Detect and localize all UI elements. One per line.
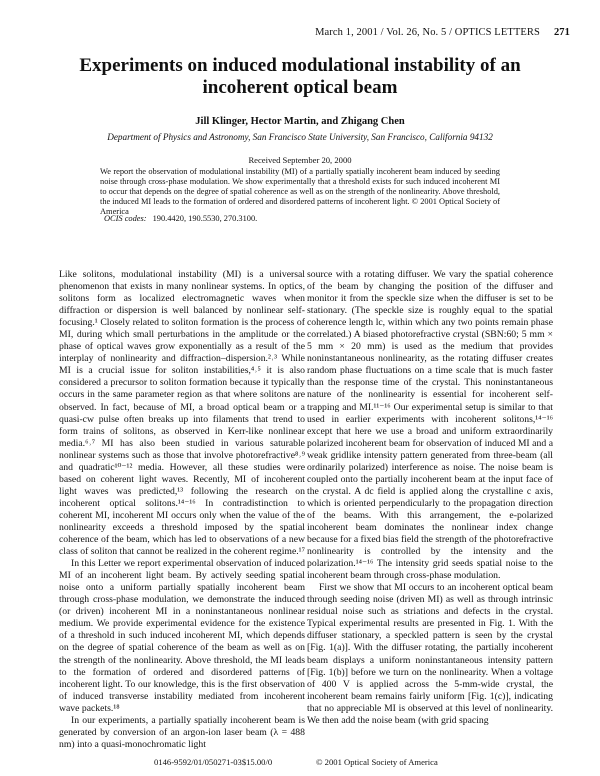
author-list: Jill Klinger, Hector Martin, and Zhigang Chen [195, 116, 405, 127]
copyright-code: 0146-9592/01/050271-03$15.00/0 [154, 757, 273, 767]
ocis-label: OCIS codes: [104, 214, 147, 223]
ocis-codes [104, 214, 257, 223]
affiliation: Department of Physics and Astronomy, San Francisco State University, San Francisco, California 94132 [107, 132, 493, 142]
article-title: Experiments on induced modulational instability of an incoherent optical beam [79, 55, 521, 98]
left-column [59, 269, 305, 751]
paragraph: Like solitons, modulational instability (MI) is a universal phenomenon that exists in many nonlinear systems. In optics, solitons form as localized electromagnetic waves when diffraction or dispersion is well balanced by nonlinear self-focusing.¹ Closely related to soliton formation is the process of MI, during which small perturbations in the amplitude or the phase of optical waves grow exponentially as a result of the interplay of nonlinearity and diffraction–dispersion.²˒³ While MI is a crucial issue for soliton instabilities,⁴˒⁵ it is also considered a precursor to soliton formation because it typically occurs in the same parameter region as that where solitons are observed. In fact, because of MI, a broad optical beam or a quasi-cw pulse often breaks up into filaments that trend to form trains of solitons, as observed in Kerr-like nonlinear media.⁶˒⁷ MI has also been studied in various saturable nonlinear systems such as those that involve photorefractive⁸˒⁹ and quadratic¹⁰⁻¹² media. However, all these studies were based on coherent light waves. Recently, MI of incoherent light waves was predicted,¹³ following the research on incoherent optical solitons.¹⁴⁻¹⁶ In contradistinction to coherent MI, incoherent MI occurs only when the value of the nonlinearity exceeds a threshold imposed by the spatial coherence of the beam, which has led to observations of a new class of soliton that cannot be realized in the coherent regime.¹⁷ [59, 269, 305, 558]
ocis-code-values: 190.4420, 190.5530, 270.3100. [152, 214, 258, 223]
running-head [315, 27, 570, 38]
paragraph: In this Letter we report experimental observation of induced MI of an incoherent light beam. By actively seeding spatial noise onto a uniform partially spatially incoherent beam through cross-phase modulation, we demonstrate the induced (or driven) incoherent MI in a noninstantaneous nonlinear medium. We provide experimental evidence for the existence of a threshold in such induced incoherent MI, which depends on the degree of spatial coherence of the beam as well as on the strength of the nonlinearity. Above threshold, the MI leads to the formation of ordered and disordered patterns of incoherent light. To our knowledge, this is the first observation of induced transverse instability mediated from incoherent wave packets.¹⁸ [59, 558, 305, 714]
paragraph: First we show that MI occurs to an incoherent optical beam through seeding noise (driven MI) as well as through intrinsic residual noise such as striations and defects in the crystal. Typical experimental results are presented in Fig. 1. With the diffuser stationary, a speckled pattern is seen by the crystal [Fig. 1(a)]. With the diffuser rotating, the partially incoherent beam displays a uniform noninstantaneous intensity pattern [Fig. 1(b)] before we turn on the nonlinearity. When a voltage of 400 V is applied across the 5-mm-wide crystal, the incoherent beam remains fairly uniform [Fig. 1(c)], indicating that no appreciable MI is observed at this level of nonlinearity. We then add the noise beam (with grid spacing [307, 582, 553, 726]
copyright-notice: © 2001 Optical Society of America [316, 757, 438, 767]
page-number: 271 [553, 27, 570, 38]
abstract: We report the observation of modulational instability (MI) of a partially spatially incoherent beam induced by seeding noise through cross-phase modulation. We show experimentally that a threshold exists for such induced incoherent MI to occur that depends on the degree of spatial coherence as well as on the strength of the nonlinearity. Above threshold, the induced MI leads to the formation of ordered and disordered patterns of incoherent light. © 2001 Optical Society of America [100, 167, 500, 216]
paragraph: In our experiments, a partially spatially incoherent beam is generated by conversion of an argon-ion laser beam (λ = 488 nm) into a quasi-monochromatic light [59, 714, 305, 750]
journal-citation: March 1, 2001 / Vol. 26, No. 5 / OPTICS LETTERS [315, 27, 540, 38]
received-date: Received September 20, 2000 [248, 155, 352, 165]
paragraph: source with a rotating diffuser. We vary the spatial coherence of the beam by changing the position of the diffuser and monitor it from the speckle size when the diffuser is set to be stationary. (The speckle size is roughly equal to the spatial coherence length lc, within which any two points remain phase correlated.) A biased photorefractive crystal (SBN:60; 5 mm × 5 mm × 20 mm) is used as the medium that provides noninstantaneous nonlinearity, as the rotating diffuser creates random phase fluctuations on a time scale that is much faster than the response time of the crystal. This noninstantaneous nature of the nonlinearity is essential for incoherent self-trapping and MI.¹¹⁻¹⁶ Our experimental setup is similar to that used in earlier experiments with incoherent solitons,¹⁴⁻¹⁶ except that here we use a broad and uniform extraordinarily polarized incoherent beam for observation of induced MI and a weak gridlike intensity pattern generated from three-beam (all ordinarily polarized) interference as noise. The noise beam is coupled onto the partially incoherent beam at the input face of the crystal. A dc field is applied along the crystalline c axis, which is oriented perpendicularly to the propagation direction of the beams. With this arrangement, the e-polarized incoherent beam dominates the nonlinear index change because for a fixed bias field the strength of the photorefractive nonlinearity is controlled by the intensity and the polarization.¹⁴⁻¹⁶ The intensity grid seeds spatial noise to the incoherent beam through cross-phase modulation. [307, 269, 553, 582]
right-column [307, 269, 553, 727]
